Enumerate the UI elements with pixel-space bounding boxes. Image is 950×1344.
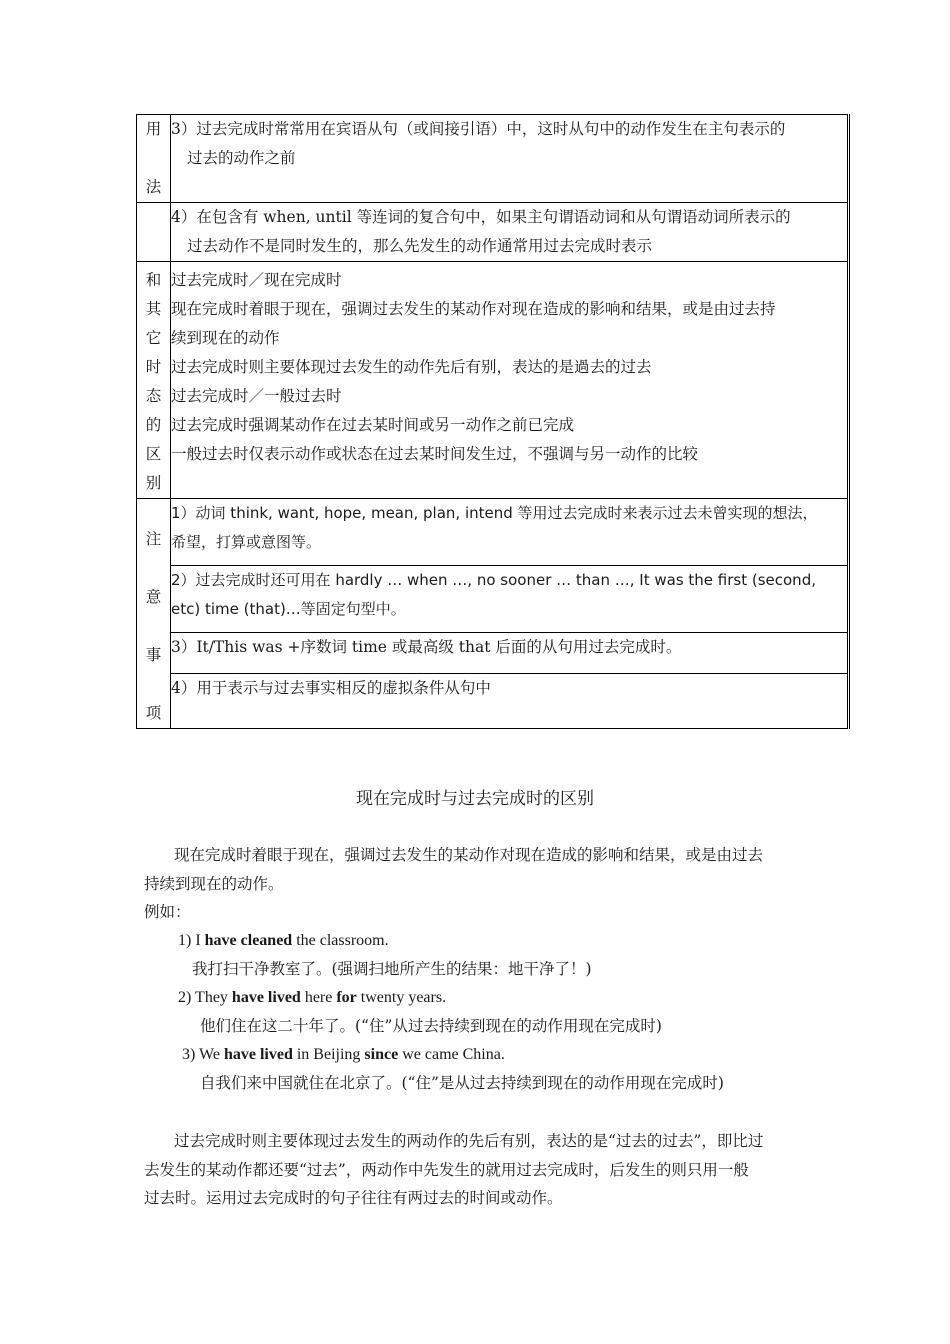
label-usage: 用 法 xyxy=(137,115,171,203)
table-row-note-3 xyxy=(137,633,849,674)
example-3: 3) We have lived in Beijing since we came China. xyxy=(182,1045,505,1063)
section-title: 现在完成时与过去完成时的区别 xyxy=(356,789,594,809)
grammar-table xyxy=(136,114,850,729)
table-row-comparison xyxy=(137,262,849,499)
table-row-note-1 xyxy=(137,499,849,566)
note-3: 3）It/This was +序数词 time 或最高级 that 后面的从句用过去完成时。 xyxy=(171,633,849,674)
example-1-translation: 我打扫干净教室了。(强调扫地所产生的结果：地干净了！) xyxy=(192,960,592,978)
label-usage-empty xyxy=(137,203,171,262)
note-4: 4）用于表示与过去事实相反的虚拟条件从句中 xyxy=(171,674,849,729)
table-row-usage-4 xyxy=(137,203,849,262)
usage-item-4: 4）在包含有 when, until 等连词的复合句中，如果主句谓语动词和从句谓语动词所表示的 过去动作不是同时发生的，那么先发生的动作通常用过去完成时表示 xyxy=(171,203,849,262)
usage-item-3: 3）过去完成时常常用在宾语从句（或间接引语）中，这时从句中的动作发生在主句表示的 过去的动作之前 xyxy=(171,115,849,203)
example-2-translation: 他们住在这二十年了。(“住”从过去持续到现在的动作用现在完成时) xyxy=(200,1017,662,1035)
example-1: 1) I have cleaned the classroom. xyxy=(178,931,389,949)
label-comparison: 和 其 它 时 态 的 区 别 xyxy=(137,262,171,499)
table-row-usage-3 xyxy=(137,115,849,203)
section-body: 现在完成时着眼于现在，强调过去发生的某动作对现在造成的影响和结果，或是由过去 持续到现在的动作。 例如： 1) I have cleaned the classroom. 我打扫干净教室了。(强调扫地所产生的结果：地干净了！) 2) They have lived here for twenty years. 他们住在这二十年了。(“住”从过去持续到现在的动作用现在完成时) 3) We have lived in Beijing since we came China. 自我们来中国就住在北京了。(“住”是从过去持续到现在的动作用现在完成时) xyxy=(144,841,824,1098)
example-2: 2) They have lived here for twenty years. xyxy=(178,988,447,1006)
table-row-note-2 xyxy=(137,566,849,633)
comparison-content: 过去完成时／现在完成时 现在完成时着眼于现在，强调过去发生的某动作对现在造成的影响和结果，或是由过去持 续到现在的动作 过去完成时则主要体现过去发生的动作先后有别，表达的是過去的过去 过去完成时／一般过去时 过去完成时强调某动作在过去某时间或另一动作之前已完成 一般过去时仅表示动作或状态在过去某时间发生过，不强调与另一动作的比较 xyxy=(171,262,849,499)
label-notes: 注 意 事 项 xyxy=(137,499,171,729)
note-1: 1）动词 think, want, hope, mean, plan, intend 等用过去完成时来表示过去未曾实现的想法， 希望，打算或意图等。 xyxy=(171,499,849,566)
note-2: 2）过去完成时还可用在 hardly … when …, no sooner … than …, It was the first (second, etc) time (that)…等固定句型中。 xyxy=(171,566,849,633)
table-row-note-4 xyxy=(137,674,849,729)
example-3-translation: 自我们来中国就住在北京了。(“住”是从过去持续到现在的动作用现在完成时) xyxy=(200,1074,724,1092)
section-body-2: 过去完成时则主要体现过去发生的两动作的先后有别，表达的是“过去的过去”，即比过 去发生的某动作都还要“过去”，两动作中先发生的就用过去完成时，后发生的则只用一般 过去时。运用过去完成时的句子往往有两过去的时间或动作。 xyxy=(144,1132,764,1207)
